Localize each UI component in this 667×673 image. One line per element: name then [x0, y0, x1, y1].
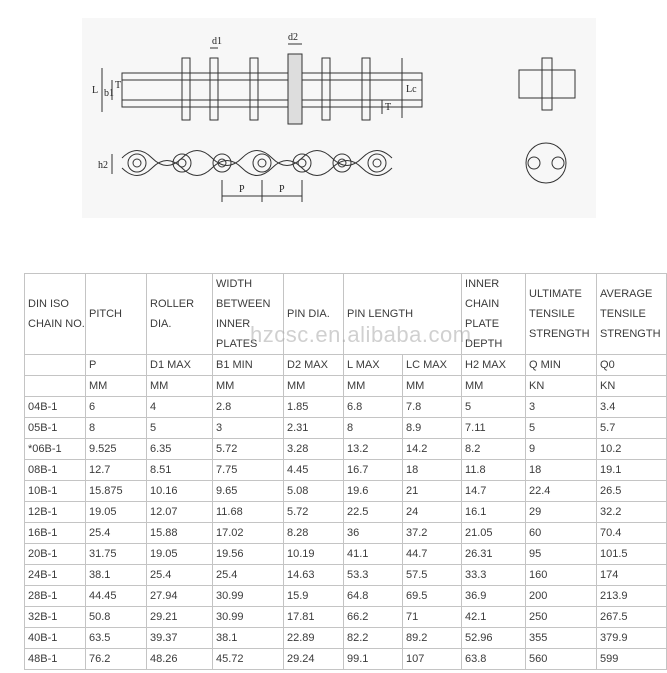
- table-cell: 44.45: [86, 586, 147, 607]
- table-cell: 11.8: [462, 460, 526, 481]
- table-cell: 71: [403, 607, 462, 628]
- table-cell: 52.96: [462, 628, 526, 649]
- symbol-cell: B1 MIN: [213, 355, 284, 376]
- table-symbol-row: [25, 355, 667, 376]
- table-cell: 53.3: [344, 565, 403, 586]
- table-cell: 19.05: [147, 544, 213, 565]
- table-cell: 10.19: [284, 544, 344, 565]
- symbol-cell: Q0: [597, 355, 667, 376]
- table-cell: 8: [86, 418, 147, 439]
- table-cell: 25.4: [213, 565, 284, 586]
- symbol-cell: LC MAX: [403, 355, 462, 376]
- table-cell: 379.9: [597, 628, 667, 649]
- table-cell: 7.8: [403, 397, 462, 418]
- table-cell: 32.2: [597, 502, 667, 523]
- table-cell: 15.88: [147, 523, 213, 544]
- unit-cell: MM: [344, 376, 403, 397]
- table-cell: 95: [526, 544, 597, 565]
- table-cell: 63.8: [462, 649, 526, 670]
- table-row: [25, 544, 667, 565]
- unit-cell: MM: [284, 376, 344, 397]
- table-cell: 22.89: [284, 628, 344, 649]
- chain-number-cell: 12B-1: [25, 502, 86, 523]
- chain-end-view: [519, 70, 575, 98]
- label-lc: Lc: [406, 84, 417, 95]
- table-cell: 3: [526, 397, 597, 418]
- table-cell: 8.51: [147, 460, 213, 481]
- table-cell: 6.8: [344, 397, 403, 418]
- chain-number-cell: 48B-1: [25, 649, 86, 670]
- table-cell: 107: [403, 649, 462, 670]
- table-cell: 2.8: [213, 397, 284, 418]
- chain-number-cell: 05B-1: [25, 418, 86, 439]
- table-cell: 9.525: [86, 439, 147, 460]
- table-cell: 11.68: [213, 502, 284, 523]
- table-cell: 10.16: [147, 481, 213, 502]
- header-pitch: PITCH: [86, 274, 147, 355]
- table-cell: 213.9: [597, 586, 667, 607]
- table-cell: 25.4: [86, 523, 147, 544]
- label-d1: d1: [212, 36, 222, 47]
- table-cell: 6: [86, 397, 147, 418]
- table-cell: 19.56: [213, 544, 284, 565]
- label-d2: d2: [288, 32, 298, 43]
- table-cell: 37.2: [403, 523, 462, 544]
- table-cell: 5: [462, 397, 526, 418]
- table-row: [25, 418, 667, 439]
- table-cell: 31.75: [86, 544, 147, 565]
- table-cell: 16.7: [344, 460, 403, 481]
- table-cell: 21.05: [462, 523, 526, 544]
- table-cell: 4: [147, 397, 213, 418]
- table-cell: 29.24: [284, 649, 344, 670]
- chain-top-view: [122, 73, 422, 107]
- table-cell: 267.5: [597, 607, 667, 628]
- table-cell: 174: [597, 565, 667, 586]
- watermark: hzcsc.en.alibaba.com: [250, 322, 472, 347]
- table-cell: 41.1: [344, 544, 403, 565]
- unit-cell: MM: [213, 376, 284, 397]
- unit-cell: MM: [462, 376, 526, 397]
- chain-number-cell: 08B-1: [25, 460, 86, 481]
- table-cell: 355: [526, 628, 597, 649]
- table-cell: 27.94: [147, 586, 213, 607]
- label-pitch-2: P: [279, 184, 285, 195]
- table-row: [25, 439, 667, 460]
- table-row: [25, 607, 667, 628]
- table-cell: 5.7: [597, 418, 667, 439]
- symbol-cell-empty: [25, 355, 86, 376]
- table-cell: 12.7: [86, 460, 147, 481]
- label-pitch-1: P: [239, 184, 245, 195]
- symbol-cell: Q MIN: [526, 355, 597, 376]
- table-row: [25, 481, 667, 502]
- table-cell: 7.11: [462, 418, 526, 439]
- header-plate-depth: INNER CHAIN PLATE DEPTH: [462, 274, 526, 355]
- table-row: [25, 523, 667, 544]
- table-row: [25, 628, 667, 649]
- table-cell: 5.08: [284, 481, 344, 502]
- table-cell: 599: [597, 649, 667, 670]
- chain-number-cell: 20B-1: [25, 544, 86, 565]
- label-b1: b1: [104, 88, 114, 99]
- table-cell: 14.2: [403, 439, 462, 460]
- table-cell: 560: [526, 649, 597, 670]
- table-cell: 48.26: [147, 649, 213, 670]
- header-inner-width: WIDTH BETWEEN INNER PLATES: [213, 274, 284, 355]
- table-cell: 22.4: [526, 481, 597, 502]
- table-cell: 8.2: [462, 439, 526, 460]
- table-cell: 64.8: [344, 586, 403, 607]
- table-unit-row: [25, 376, 667, 397]
- table-cell: 8.9: [403, 418, 462, 439]
- table-row: [25, 502, 667, 523]
- table-cell: 8.28: [284, 523, 344, 544]
- unit-cell: KN: [597, 376, 667, 397]
- chain-number-cell: 24B-1: [25, 565, 86, 586]
- table-cell: 12.07: [147, 502, 213, 523]
- table-cell: 7.75: [213, 460, 284, 481]
- header-roller-dia: ROLLER DIA.: [147, 274, 213, 355]
- header-chain-no: DIN ISO CHAIN NO.: [25, 274, 86, 355]
- table-cell: 21: [403, 481, 462, 502]
- table-cell: 17.81: [284, 607, 344, 628]
- table-cell: 50.8: [86, 607, 147, 628]
- chain-drawing-svg: [82, 18, 596, 218]
- table-cell: 38.1: [86, 565, 147, 586]
- header-average-strength: AVERAGE TENSILE STRENGTH: [597, 274, 667, 355]
- chain-number-cell: 10B-1: [25, 481, 86, 502]
- chain-number-cell: 16B-1: [25, 523, 86, 544]
- symbol-cell: D2 MAX: [284, 355, 344, 376]
- unit-cell: MM: [403, 376, 462, 397]
- table-cell: 29.21: [147, 607, 213, 628]
- table-cell: 70.4: [597, 523, 667, 544]
- symbol-cell: L MAX: [344, 355, 403, 376]
- table-cell: 25.4: [147, 565, 213, 586]
- symbol-cell: D1 MAX: [147, 355, 213, 376]
- table-cell: 19.1: [597, 460, 667, 481]
- table-cell: 45.72: [213, 649, 284, 670]
- table-cell: 3: [213, 418, 284, 439]
- table-cell: 26.31: [462, 544, 526, 565]
- table-cell: 89.2: [403, 628, 462, 649]
- table-cell: 33.3: [462, 565, 526, 586]
- table-cell: 30.99: [213, 607, 284, 628]
- table-cell: 5: [147, 418, 213, 439]
- table-cell: 4.45: [284, 460, 344, 481]
- table-row: [25, 649, 667, 670]
- table-cell: 57.5: [403, 565, 462, 586]
- table-cell: 26.5: [597, 481, 667, 502]
- table-cell: 60: [526, 523, 597, 544]
- table-cell: 250: [526, 607, 597, 628]
- table-row: [25, 586, 667, 607]
- table-cell: 101.5: [597, 544, 667, 565]
- table-row: [25, 565, 667, 586]
- unit-cell-empty: [25, 376, 86, 397]
- label-l: L: [92, 85, 99, 96]
- table-cell: 14.7: [462, 481, 526, 502]
- table-row: [25, 460, 667, 481]
- chain-number-cell: 32B-1: [25, 607, 86, 628]
- table-cell: 1.85: [284, 397, 344, 418]
- table-cell: 82.2: [344, 628, 403, 649]
- table-cell: 19.6: [344, 481, 403, 502]
- chain-number-cell: *06B-1: [25, 439, 86, 460]
- table-cell: 29: [526, 502, 597, 523]
- table-cell: 24: [403, 502, 462, 523]
- table-cell: 9: [526, 439, 597, 460]
- table-cell: 22.5: [344, 502, 403, 523]
- table-cell: 17.02: [213, 523, 284, 544]
- symbol-cell: P: [86, 355, 147, 376]
- table-row: [25, 397, 667, 418]
- header-pin-length: PIN LENGTH: [344, 274, 462, 355]
- table-cell: 3.28: [284, 439, 344, 460]
- unit-cell: MM: [86, 376, 147, 397]
- table-cell: 69.5: [403, 586, 462, 607]
- table-cell: 66.2: [344, 607, 403, 628]
- table-cell: 10.2: [597, 439, 667, 460]
- table-cell: 15.9: [284, 586, 344, 607]
- unit-cell: MM: [147, 376, 213, 397]
- table-cell: 8: [344, 418, 403, 439]
- chain-number-cell: 04B-1: [25, 397, 86, 418]
- table-cell: 15.875: [86, 481, 147, 502]
- table-cell: 38.1: [213, 628, 284, 649]
- table-cell: 160: [526, 565, 597, 586]
- table-cell: 16.1: [462, 502, 526, 523]
- table-cell: 99.1: [344, 649, 403, 670]
- table-cell: 14.63: [284, 565, 344, 586]
- table-cell: 5.72: [284, 502, 344, 523]
- table-cell: 36: [344, 523, 403, 544]
- table-cell: 44.7: [403, 544, 462, 565]
- table-cell: 36.9: [462, 586, 526, 607]
- table-cell: 30.99: [213, 586, 284, 607]
- table-cell: 6.35: [147, 439, 213, 460]
- table-cell: 18: [403, 460, 462, 481]
- unit-cell: KN: [526, 376, 597, 397]
- chain-number-cell: 28B-1: [25, 586, 86, 607]
- table-cell: 13.2: [344, 439, 403, 460]
- table-cell: 5: [526, 418, 597, 439]
- connecting-link-end: [526, 143, 566, 183]
- header-pin-dia: PIN DIA.: [284, 274, 344, 355]
- table-cell: 5.72: [213, 439, 284, 460]
- header-ultimate-strength: ULTIMATE TENSILE STRENGTH: [526, 274, 597, 355]
- table-cell: 42.1: [462, 607, 526, 628]
- table-cell: 3.4: [597, 397, 667, 418]
- label-t-left: T: [115, 80, 122, 91]
- table-cell: 2.31: [284, 418, 344, 439]
- table-cell: 76.2: [86, 649, 147, 670]
- table-cell: 200: [526, 586, 597, 607]
- table-cell: 9.65: [213, 481, 284, 502]
- symbol-cell: H2 MAX: [462, 355, 526, 376]
- chain-number-cell: 40B-1: [25, 628, 86, 649]
- chain-technical-drawing: [82, 18, 596, 218]
- label-h2: h2: [98, 160, 108, 171]
- table-cell: 39.37: [147, 628, 213, 649]
- table-cell: 19.05: [86, 502, 147, 523]
- table-cell: 63.5: [86, 628, 147, 649]
- label-t-right: T: [385, 102, 392, 113]
- table-cell: 18: [526, 460, 597, 481]
